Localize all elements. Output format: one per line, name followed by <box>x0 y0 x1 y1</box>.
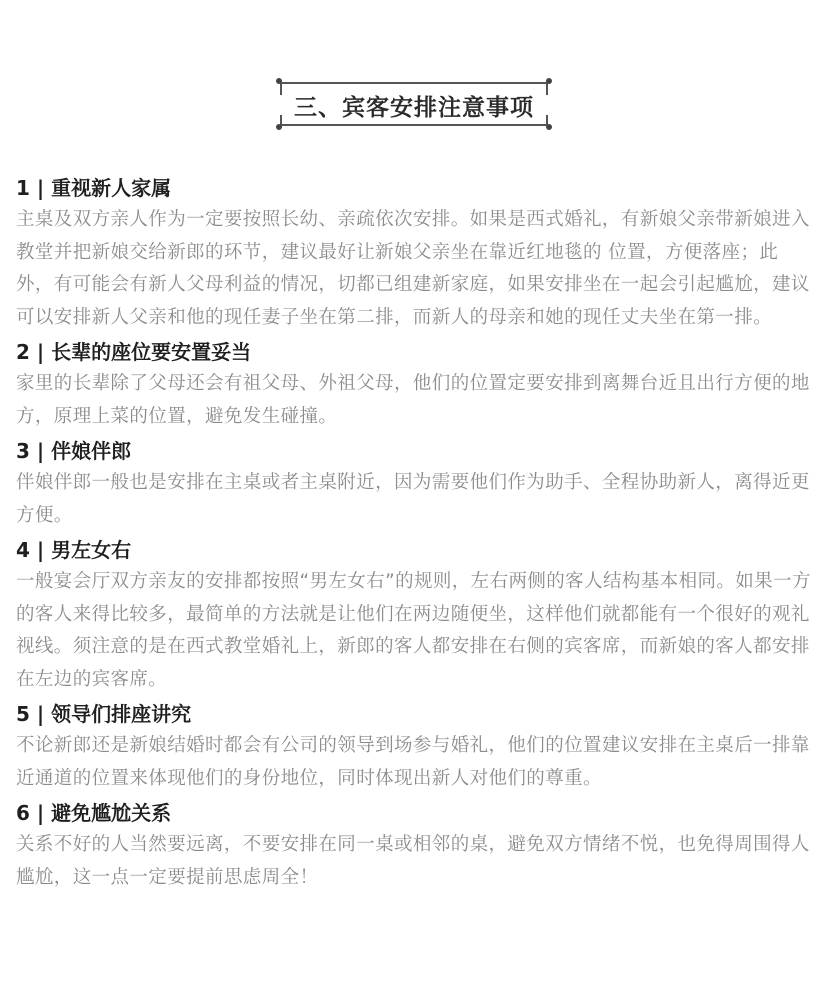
section-body: 不论新郎还是新娘结婚时都会有公司的领导到场参与婚礼，他们的位置建议安排在主桌后一排靠近通道的位置来体现他们的身份地位，同时体现出新人对他们的尊重。 <box>16 735 810 789</box>
corner-dot-icon <box>546 124 552 130</box>
section-heading: 3 | 伴娘伴郎 <box>16 439 132 463</box>
section-heading: 6 | 避免尴尬关系 <box>16 801 172 825</box>
title-box <box>276 78 552 130</box>
section-3 <box>16 435 816 532</box>
section-heading: 4 | 男左女右 <box>16 538 132 562</box>
article-content <box>16 172 816 896</box>
section-1 <box>16 172 816 334</box>
corner-dot-icon <box>276 124 282 130</box>
section-body: 一般宴会厅双方亲友的安排都按照“男左女右”的规则，左右两侧的客人结构基本相同。如果一方的客人来得比较多，最简单的方法就是让他们在两边随便坐，这样他们就都能有一个很好的观礼视线。须注意的是在西式教堂婚礼上，新郎的客人都安排在右侧的宾客席，而新娘的客人都安排在左边的宾客席。 <box>16 571 811 690</box>
corner-dot-icon <box>546 78 552 84</box>
section-2 <box>16 336 816 433</box>
section-body: 主桌及双方亲人作为一定要按照长幼、亲疏依次安排。如果是西式婚礼，有新娘父亲带新娘进入教堂并把新娘交给新郎的环节，建议最好让新娘父亲坐在靠近红地毯的 位置，方便落座；此外，有可能会有新人父母利益的情况，切都已组建新家庭，如果安排坐在一起会引起尴尬，建议可以安排新人父亲和他的现任妻子坐在第二排，而新人的母亲和她的现任丈夫坐在第一排。 <box>16 209 810 328</box>
section-4 <box>16 534 816 696</box>
section-5 <box>16 698 816 795</box>
section-body: 关系不好的人当然要远离，不要安排在同一桌或相邻的桌，避免双方情绪不悦，也免得周围得人尴尬，这一点一定要提前思虑周全！ <box>16 834 810 888</box>
section-body: 伴娘伴郎一般也是安排在主桌或者主桌附近，因为需要他们作为助手、全程协助新人，离得近更方便。 <box>16 472 810 526</box>
section-heading: 2 | 长辈的座位要安置妥当 <box>16 340 252 364</box>
section-heading: 1 | 重视新人家属 <box>16 176 172 200</box>
section-6 <box>16 797 816 894</box>
section-body: 家里的长辈除了父母还会有祖父母、外祖父母，他们的位置定要安排到离舞台近且出行方便的地方，原理上菜的位置，避免发生碰撞。 <box>16 373 810 427</box>
page-title: 三、宾客安排注意事项 <box>294 95 534 121</box>
section-heading: 5 | 领导们排座讲究 <box>16 702 192 726</box>
corner-dot-icon <box>276 78 282 84</box>
